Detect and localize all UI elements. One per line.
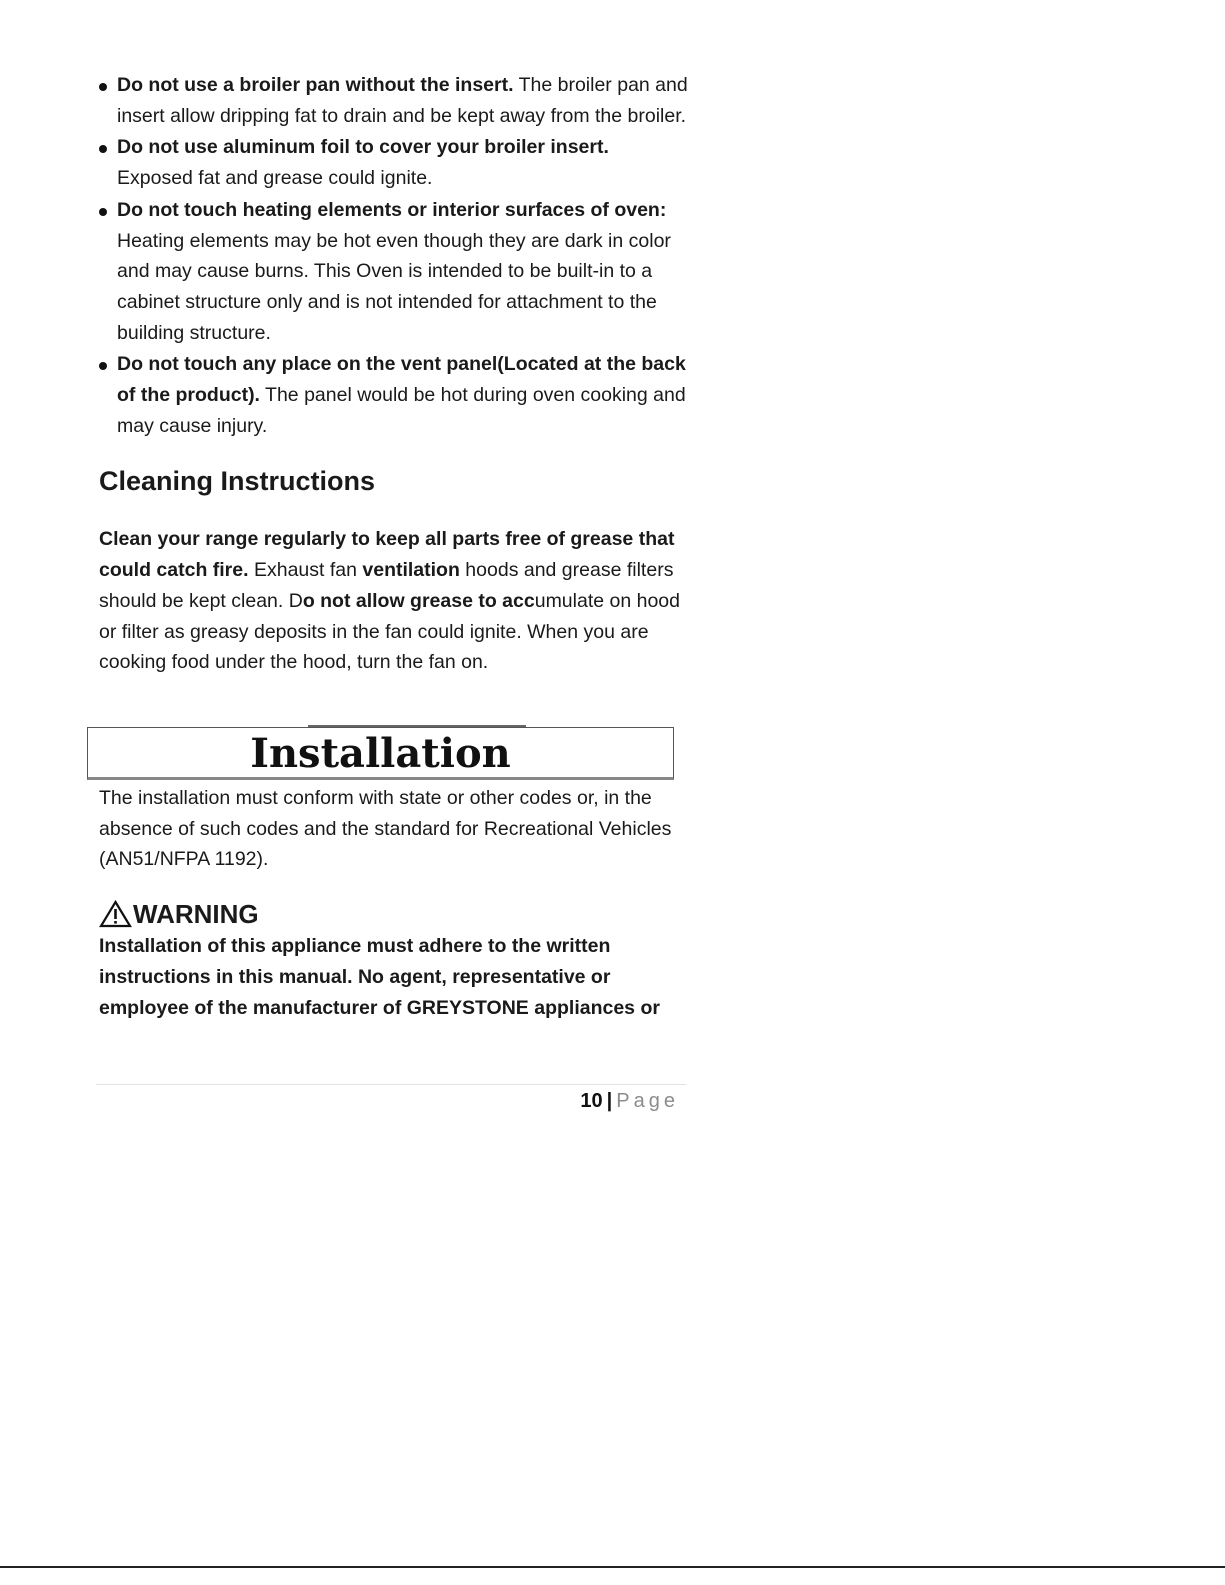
warning-text: Installation of this appliance must adhere to the written instructions in this manual. No agent, representative or employee of the manufacturer of GREYSTONE appliances or: [99, 935, 660, 1019]
cleaning-bold-inline: ventilation: [362, 559, 460, 582]
warning-label: WARNING: [133, 899, 259, 930]
bullet-item: [99, 132, 689, 193]
bullet-dot-icon: [99, 208, 107, 216]
cleaning-bold-inline: o not allow grease to acc: [302, 589, 535, 612]
footer-divider: [96, 1084, 686, 1085]
cleaning-text: Exhaust fan: [248, 559, 363, 582]
bullet-text: The broiler pan and insert allow dripping fat to drain and be kept away from the broiler.: [117, 74, 688, 127]
bullet-bold: Do not touch heating elements or interior surfaces of oven:: [117, 198, 667, 221]
bottom-edge-rule: [0, 1566, 1225, 1568]
title-box-accent-line: [308, 725, 526, 727]
bullet-item: [99, 70, 689, 131]
cleaning-heading: Cleaning Instructions: [99, 466, 376, 497]
cleaning-text: hoods and grease filters should be kept clean. D: [99, 559, 674, 612]
page-word: Page: [616, 1090, 679, 1112]
installation-content: [99, 783, 689, 1023]
installation-paragraph: The installation must conform with state or other codes or, in the absence of such codes and the standard for Recreational Vehicles (AN51/NFPA 1192).: [99, 787, 672, 871]
cleaning-text: umulate on hood or filter as greasy deposits in the fan could ignite. When you are cooking food under the hood, turn the fan on.: [99, 589, 680, 674]
page-footer: [96, 1087, 679, 1115]
bullet-bold: Do not touch any place on the vent panel(Located at the back of the product).: [117, 353, 686, 407]
bullet-text: Exposed fat and grease could ignite.: [117, 167, 433, 190]
bullet-bold: Do not use a broiler pan without the insert.: [117, 74, 514, 96]
footer-separator: |: [606, 1090, 613, 1112]
bullet-text: Heating elements may be hot even though they are dark in color and may cause burns. This Oven is intended to be built-in to a cabinet structure only and is not intended for attachment to the building structure.: [117, 229, 671, 344]
bullet-item: [99, 195, 689, 349]
installation-title: Installation: [250, 730, 511, 777]
installation-title-box: [87, 727, 674, 780]
bullet-dot-icon: [99, 145, 107, 153]
warning-heading: [99, 897, 689, 931]
page-number: 10: [580, 1090, 603, 1112]
warning-triangle-icon: [99, 900, 132, 928]
upper-content: [99, 70, 689, 678]
safety-bullet-list: [99, 70, 689, 441]
cleaning-paragraph: [99, 524, 689, 678]
bullet-bold: Do not use aluminum foil to cover your broiler insert.: [117, 136, 609, 159]
cleaning-bold-lead: Clean your range regularly to keep all parts free of grease that could catch fire.: [99, 528, 675, 582]
bullet-dot-icon: [99, 362, 107, 370]
bullet-item: [99, 349, 689, 441]
bullet-dot-icon: [99, 83, 107, 91]
bullet-text: The panel would be hot during oven cooking and may cause injury.: [117, 384, 686, 437]
